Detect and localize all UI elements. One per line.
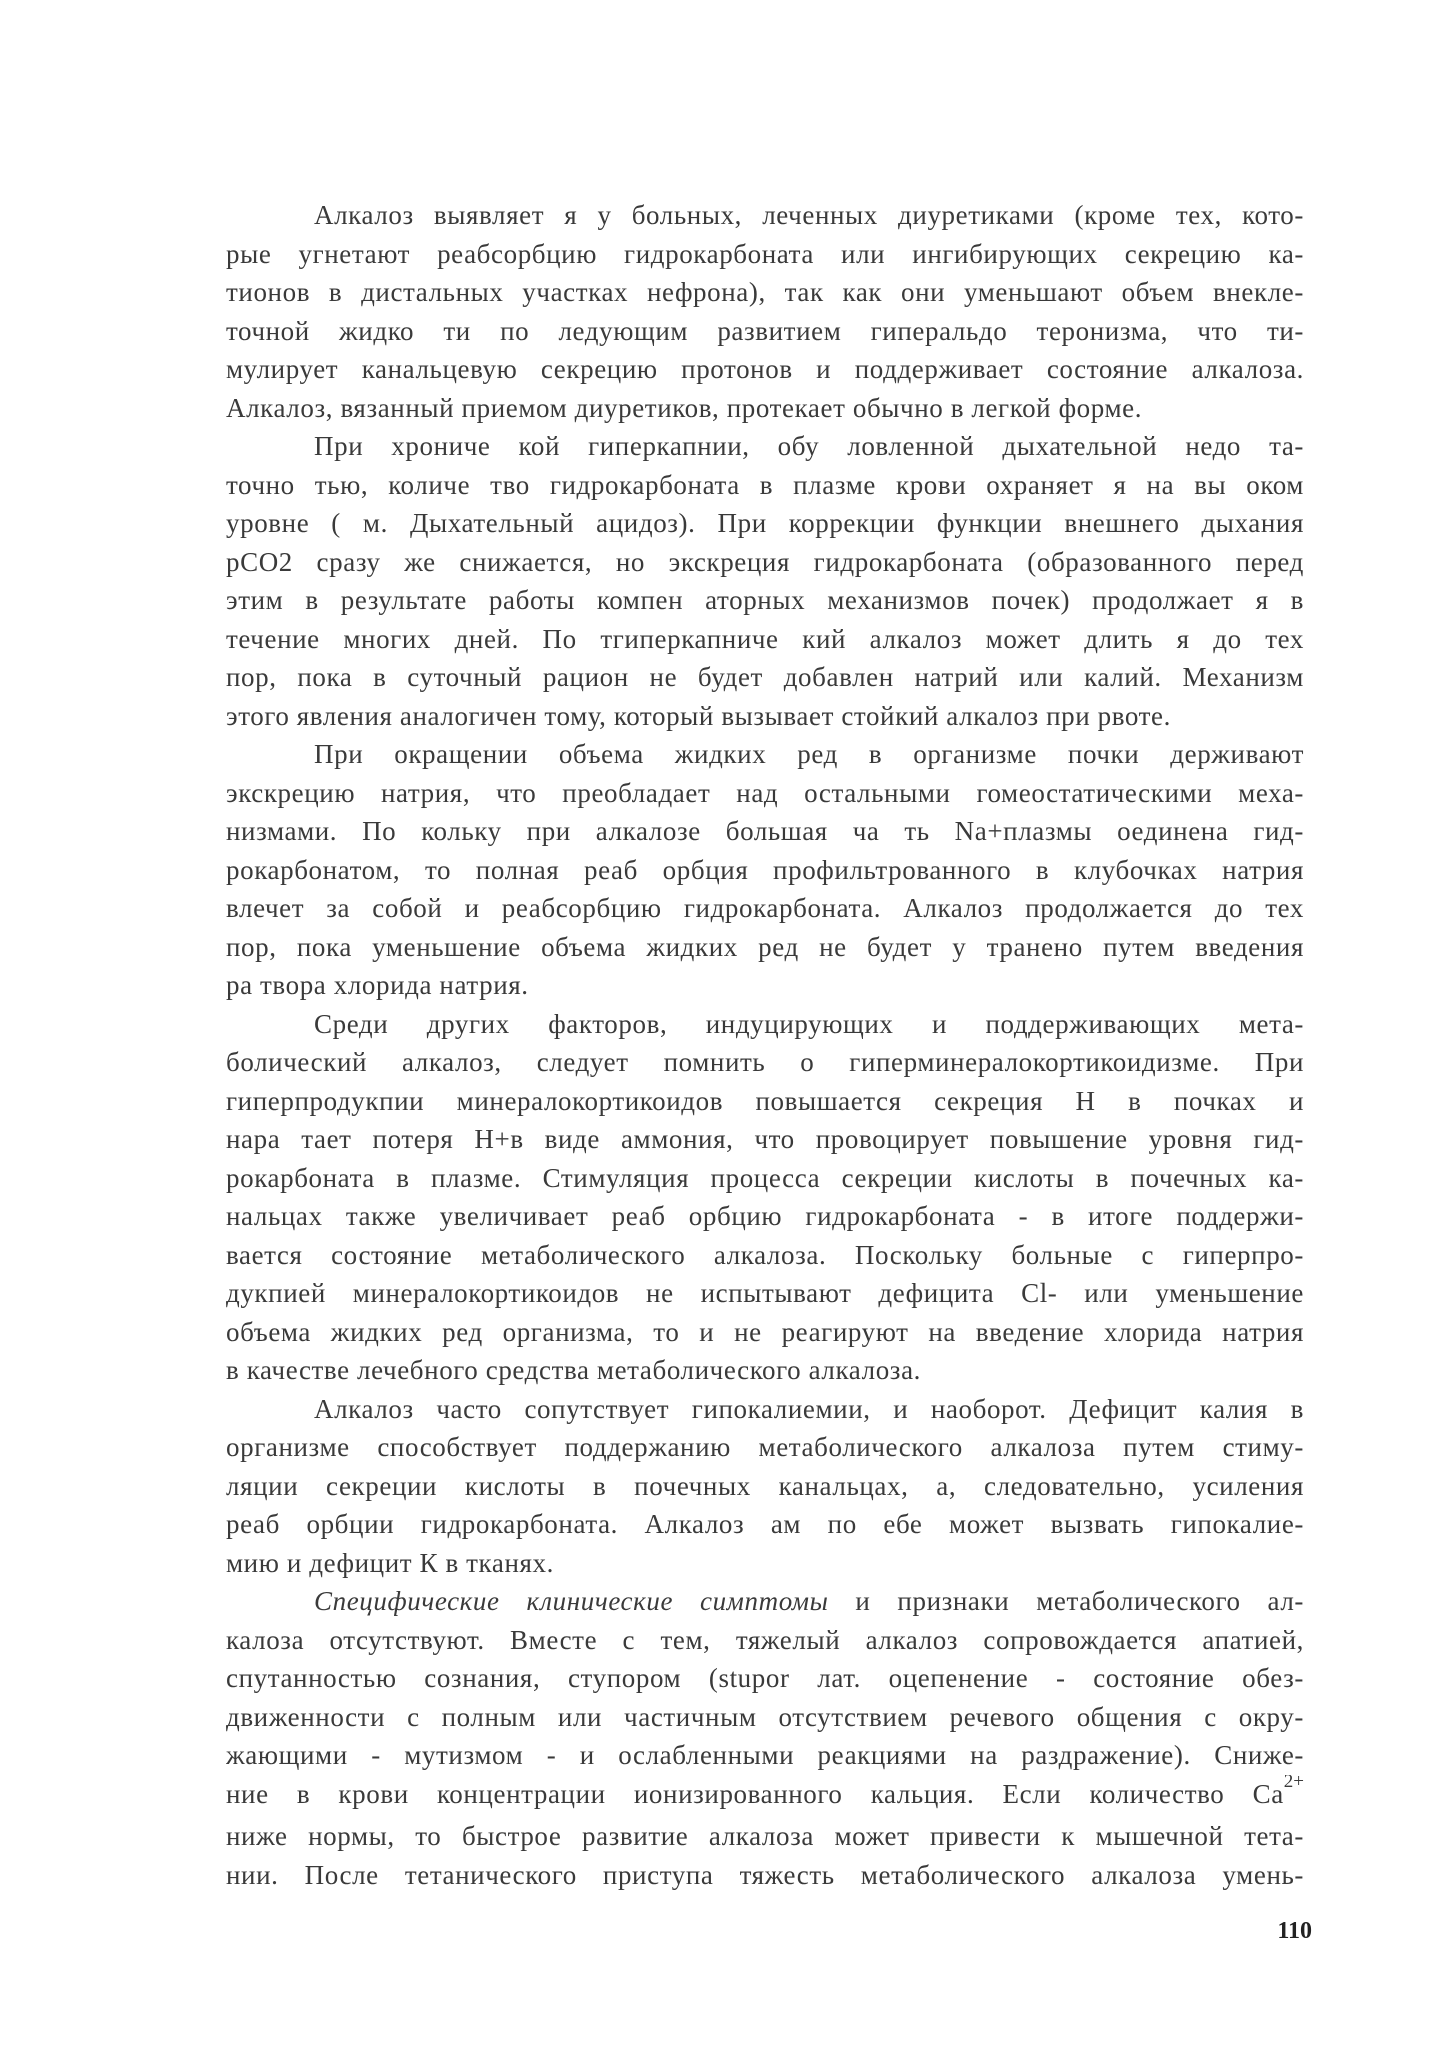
text-line: нальцах также увеличивает реаб орбцию гидрокарбоната - в итоге поддержи- [226,1201,1304,1231]
text-line: течение многих дней. По тгиперкапниче кий алкалоз может длить я до тех [226,623,1304,654]
text-line: экскрецию натрия, что преобладает над остальными гомеостатическими меха- [226,777,1304,808]
text-line: При хрониче кой гиперкапнии, обу ловленной дыхательной недо та- [314,431,1304,461]
text-line: низмами. По кольку при алкалозе большая ча ть Na+плазмы оединена гид- [226,816,1304,846]
text-line: ниже нормы, то быстрое развитие алкалоза может привести к мышечной тета- [226,1821,1304,1851]
text-line: гиперпродукпии минералокортикоидов повышается секреция Н в почках и [226,1085,1304,1116]
paragraph [226,196,1304,427]
body-text [226,196,1304,1894]
text-line: При окращении объема жидких ред в организме почки держивают [314,739,1304,769]
text-line: нара тает потеря Н+в виде аммония, что провоцирует повышение уровня гид- [226,1124,1304,1154]
text-line: нии. После тетанического приступа тяжесть метаболического алкалоза умень- [226,1859,1304,1890]
text-line [226,1582,1304,1621]
text-line: вается состояние метаболического алкалоза. Поскольку больные с гиперпро- [226,1239,1304,1270]
text-line: объема жидких ред организма, то и не реагируют на введение хлорида натрия [226,1316,1304,1347]
text-line: ра твора хлорида натрия. [226,970,529,1000]
text-line: болический алкалоз, следует помнить о гиперминералокортикоидизме. При [226,1047,1304,1077]
paragraph [226,427,1304,735]
text-line: мулирует канальцевую секрецию протонов и поддерживает состояние алкалоза. [226,354,1304,384]
text-line: реаб орбции гидрокарбоната. Алкалоз ам по ебе может вызвать гипокалие- [226,1509,1304,1539]
text-line: рые угнетают реабсорбцию гидрокарбоната или ингибирующих секрецию ка- [226,238,1304,269]
text-line: в качестве лечебного средства метаболического алкалоза. [226,1355,922,1385]
text-line: Алкалоз выявляет я у больных, леченных диуретиками (кроме тех, кото- [314,200,1304,230]
text-line: организме способствует поддержанию метаболического алкалоза путем стиму- [226,1432,1304,1462]
paragraph [226,735,1304,1005]
text-line: Алкалоз часто сопутствует гипокалиемии, и наоборот. Дефицит калия в [314,1393,1304,1424]
text-line: точной жидко ти по ледующим развитием гиперальдо теронизма, что ти- [226,315,1304,346]
text-line: рокарбонатом, то полная реаб орбция профильтрованного в клубочках натрия [226,854,1304,885]
text-line: пор, пока в суточный рацион не будет добавлен натрий или калий. Механизм [226,662,1304,692]
text-fragment: и признаки метаболического ал- [828,1586,1304,1616]
text-line: жающими - мутизмом - и ослабленными реакциями на раздражение). Сниже- [226,1740,1304,1770]
text-line: этого явления аналогичен тому, который вызывает стойкий алкалоз при рвоте. [226,700,1171,731]
text-line: дукпией минералокортикоидов не испытывают дефицита Cl- или уменьшение [226,1278,1304,1308]
text-line: влечет за собой и реабсорбцию гидрокарбоната. Алкалоз продолжается до тех [226,893,1304,923]
text-line: ляции секреции кислоты в почечных канальцах, а, следовательно, усиления [226,1470,1304,1501]
text-line [226,1775,1304,1818]
text-line: этим в результате работы компен аторных механизмов почек) продолжает я в [226,585,1304,615]
text-line: точно тью, количе тво гидрокарбоната в плазме крови охраняет я на вы оком [226,469,1304,500]
superscript: 2+ [1283,1774,1304,1792]
text-line: уровне ( м. Дыхательный ацидоз). При коррекции функции внешнего дыхания [226,508,1304,538]
text-line: pCO2 сразу же снижается, но экскреция гидрокарбоната (образованного перед [226,546,1304,577]
text-line: рокарбоната в плазме. Стимуляция процесса секреции кислоты в почечных ка- [226,1162,1304,1193]
text-line: пор, пока уменьшение объема жидких ред не будет у транено путем введения [226,931,1304,962]
paragraph [226,1582,1304,1894]
text-line: движенности с полным или частичным отсутствием речевого общения с окру- [226,1701,1304,1732]
text-fragment: ние в крови концентрации ионизированного кальция. Если количество Ca [226,1778,1284,1809]
paragraph [226,1005,1304,1390]
page-number: 110 [1277,1918,1312,1944]
text-line: тионов в дистальных участках нефрона), так как они уменьшают объем внекле- [226,277,1304,307]
text-line: Среди других факторов, индуцирующих и поддерживающих мета- [314,1008,1304,1039]
text-line: спутанностью сознания, ступором (stupor лат. оцепенение - состояние обез- [226,1663,1304,1693]
paragraph [226,1390,1304,1583]
text-line: калоза отсутствуют. Вместе с тем, тяжелый алкалоз сопровождается апатией, [226,1624,1304,1655]
text-line: мию и дефицит К в тканях. [226,1547,554,1578]
italic-term: Специфические клинические симптомы [314,1586,829,1616]
text-line: Алкалоз, вязанный приемом диуретиков, протекает обычно в легкой форме. [226,392,1143,423]
